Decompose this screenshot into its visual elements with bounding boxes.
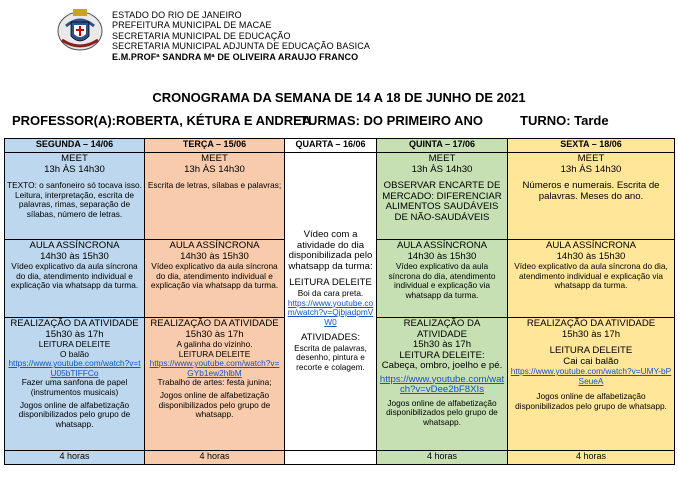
async-time: 14h30 às 15h30	[180, 250, 249, 262]
days-header-row	[5, 139, 675, 153]
leitura-label: LEITURA DELEITE	[38, 339, 111, 349]
meet-time: 13h ÀS 14h30	[184, 163, 245, 175]
professor-label: PROFESSOR(A):	[12, 113, 116, 128]
day-header-sexta: SEXTA – 18/06	[508, 139, 675, 153]
video-link-segunda[interactable]: https://www.youtube.com/watch?v=tU05bTIFFCo	[8, 358, 141, 378]
activity-cell-quinta	[377, 318, 508, 451]
realizacao-label: REALIZAÇÃO DA ATIVIDADE	[150, 318, 279, 329]
quarta-leitura-text: Boi da cara preta.	[297, 287, 364, 298]
meet-cell-quinta	[377, 153, 508, 240]
async-label: AULA ASSÍNCRONA	[396, 240, 488, 251]
meet-cell-segunda	[5, 153, 145, 240]
async-text: Vídeo explicativo da aula síncrona do dia, atendimento individual e explicação via whatsapp da turma.	[150, 261, 279, 291]
realizacao-time: 15h30 às 17h	[412, 339, 472, 350]
turno-info: TURNO: Tarde	[520, 113, 609, 128]
day-header-quinta: QUINTA – 17/06	[377, 139, 508, 153]
async-label: AULA ASSÍNCRONA	[29, 240, 120, 251]
async-label: AULA ASSÍNCRONA	[169, 240, 260, 251]
hours-terca: 4 horas	[145, 451, 285, 465]
jogos-text: Jogos online de alfabetização disponibilizados pelo grupo de whatsapp.	[386, 397, 498, 427]
meet-label: MEET	[201, 153, 228, 164]
activity-cell-sexta	[508, 318, 675, 451]
meet-label: MEET	[428, 153, 456, 164]
async-cell-sexta	[508, 240, 675, 318]
story-title: Cai cai balão	[563, 355, 619, 367]
async-text: Vídeo explicativo da aula síncrona do dia, atendimento individual e explicação via whatsapp da turma.	[514, 261, 668, 291]
meet-label: MEET	[61, 153, 88, 164]
school-name: E.M.PROFª SANDRA Mª DE OLIVEIRA ARAUJO FRANCO	[112, 51, 359, 62]
hours-quinta: 4 horas	[377, 451, 508, 465]
quarta-leitura-label: LEITURA DELEITE	[289, 277, 372, 289]
meet-cell-sexta	[508, 153, 675, 240]
quarta-atividades-text: Escrita de palavras, desenho, pintura e recorte e colagem.	[294, 342, 367, 372]
async-time: 14h30 às 15h30	[556, 250, 626, 262]
weekly-schedule-table	[4, 138, 675, 465]
async-time: 14h30 às 15h30	[40, 250, 109, 262]
activity-cell-terca	[145, 318, 285, 451]
header-line-secretaria-adjunta: SECRETARIA MUNICIPAL ADJUNTA DE EDUCAÇÃO BASICA	[112, 41, 370, 52]
terca-text: Escrita de letras, sílabas e palavras;	[147, 180, 282, 190]
meet-row	[5, 153, 675, 240]
quarta-cell	[285, 153, 377, 451]
day-header-segunda: SEGUNDA – 14/06	[5, 139, 145, 153]
leitura-label: LEITURA DELEITE	[178, 348, 251, 359]
realizacao-time: 15h30 às 17h	[185, 328, 244, 340]
leitura-label: LEITURA DELEITE	[549, 345, 633, 356]
async-time: 14h30 às 15h30	[407, 250, 477, 262]
header-line-prefeitura: PREFEITURA MUNICIPAL DE MACAE	[112, 20, 272, 31]
video-link-sexta[interactable]: https://www.youtube.com/watch?v=UMY-bPSeueA	[510, 366, 672, 386]
day-header-terca: TERÇA – 15/06	[145, 139, 285, 153]
segunda-text: TEXTO: o sanfoneiro só tocava isso.	[7, 180, 142, 190]
activity-text: Fazer uma sanfona de papel (instrumentos musicais)	[21, 377, 128, 397]
story-title: O balão	[59, 348, 90, 359]
meet-time: 13h ÀS 14h30	[411, 163, 473, 175]
async-cell-quinta	[377, 240, 508, 318]
quarta-intro: Vídeo com a atividade do dia disponibilizada pelo whatsapp da turma:	[288, 229, 373, 272]
page-title: CRONOGRAMA DA SEMANA DE 14 A 18 DE JUNHO DE 2021	[152, 90, 526, 105]
jogos-text: Jogos online de alfabetização disponibilizados pelo grupo de whatsapp.	[18, 399, 131, 429]
quinta-text: OBSERVAR ENCARTE DE MERCADO: DIFERENCIAR ALIMENTOS SAUDÁVEIS DE NÃO-SAUDÁVEIS	[382, 180, 502, 223]
professor-names: ROBERTA, KÉTURA E ANDREA	[116, 113, 312, 128]
realizacao-label: REALIZAÇÃO DA ATIVIDADE	[526, 318, 656, 329]
async-text: Vídeo explicativo da aula síncrona do dia, atendimento individual e explicação via whatsapp da turma.	[388, 261, 496, 300]
realizacao-time: 15h30 às 17h	[45, 328, 104, 340]
turmas-info: TURMAS: DO PRIMEIRO ANO	[300, 113, 483, 128]
hours-sexta: 4 horas	[508, 451, 675, 465]
async-cell-terca	[145, 240, 285, 318]
activity-text: Trabalho de artes: festa junina;	[157, 377, 272, 388]
hours-segunda: 4 horas	[5, 451, 145, 465]
meet-label: MEET	[577, 153, 605, 164]
jogos-text: Jogos online de alfabetização disponibilizados pelo grupo de whatsapp.	[158, 389, 271, 420]
video-link-terca[interactable]: https://www.youtube.com/watch?v=GYb1ew2hlbM	[149, 358, 280, 378]
async-text: Vídeo explicativo da aula síncrona do dia, atendimento individual e explicação via whatsapp da turma.	[10, 261, 139, 291]
activity-cell-segunda	[5, 318, 145, 451]
meet-time: 13h ÀS 14h30	[44, 163, 105, 175]
async-cell-segunda	[5, 240, 145, 318]
async-label: AULA ASSÍNCRONA	[545, 240, 637, 251]
video-link-quinta[interactable]: https://www.youtube.com/watch?v=vDee2bF8XIs	[379, 373, 505, 395]
hours-row	[5, 451, 675, 465]
municipal-coat-of-arms-icon	[56, 6, 104, 54]
meet-cell-terca	[145, 153, 285, 240]
hours-quarta	[285, 451, 377, 465]
story-title: Cabeça, ombro, joelho e pé.	[381, 360, 503, 371]
realizacao-label: REALIZAÇÃO DA ATIVIDADE	[403, 318, 481, 340]
day-header-quarta: QUARTA – 16/06	[285, 139, 377, 153]
quarta-atividades-label: ATIVIDADES:	[301, 332, 360, 344]
leitura-label: LEITURA DELEITE:	[399, 349, 485, 361]
sexta-text: Números e numerais. Escrita de palavras. Meses do ano.	[522, 180, 660, 202]
segunda-topics: Leitura, interpretação, escrita de palavras, rimas, separação de sílabas, número de letras.	[15, 189, 134, 219]
header-line-secretaria: SECRETARIA MUNICIPAL DE EDUCAÇÃO	[112, 30, 291, 41]
quarta-video-link[interactable]: https://www.youtube.com/watch?v=QjbjadpmVW0	[287, 297, 374, 327]
letterhead	[56, 6, 370, 62]
realizacao-label: REALIZAÇÃO DA ATIVIDADE	[10, 318, 139, 329]
meet-time: 13h ÀS 14h30	[560, 163, 622, 175]
header-line-state: ESTADO DO RIO DE JANEIRO	[112, 10, 242, 20]
story-title: A galinha do vizinho.	[176, 339, 253, 349]
realizacao-time: 15h30 às 17h	[561, 328, 621, 340]
jogos-text: Jogos online de alfabetização disponibilizados pelo grupo de whatsapp.	[515, 391, 667, 411]
